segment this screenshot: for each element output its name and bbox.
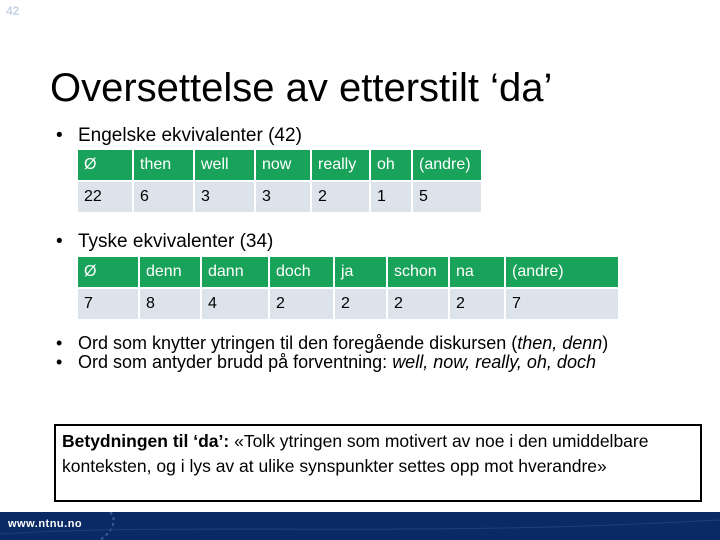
table-cell: 7: [506, 289, 618, 319]
table-header-cell: (andre): [413, 150, 481, 180]
table-header-cell: Ø: [78, 150, 132, 180]
bullet-glyph: •: [56, 231, 63, 252]
definition-label: Betydningen til ‘da’:: [62, 431, 230, 451]
table-header-cell: doch: [270, 257, 333, 287]
table-header-cell: really: [312, 150, 369, 180]
bullet-glyph: •: [56, 125, 63, 146]
definition-box: [54, 424, 702, 502]
table-header-cell: dann: [202, 257, 268, 287]
footer-url[interactable]: www.ntnu.no: [8, 518, 83, 530]
table-header-cell: then: [134, 150, 193, 180]
notes-list: [56, 334, 656, 372]
definition-text: «Tolk ytringen som motivert av noe i den umiddelbare konteksten, og i lys av at ulike synspunkter settes opp mot hverandre»: [62, 431, 649, 476]
table-header-cell: oh: [371, 150, 411, 180]
table-header-cell: well: [195, 150, 254, 180]
bullet-glyph: •: [56, 333, 63, 353]
table-header-row: [78, 257, 618, 287]
table-header-row: [78, 150, 481, 180]
note-italic: well, now, really, oh, doch: [392, 352, 596, 372]
note-italic: then, denn: [517, 333, 603, 353]
footer-bar: [0, 512, 720, 540]
table-cell: 7: [78, 289, 138, 319]
table-header-cell: now: [256, 150, 310, 180]
table-header-cell: (andre): [506, 257, 618, 287]
table-cell: 1: [371, 182, 411, 212]
bullet-english: [56, 125, 302, 147]
table-header-cell: Ø: [78, 257, 138, 287]
note-text: Ord som antyder brudd på forventning:: [78, 352, 393, 372]
list-item: [56, 334, 656, 353]
table-header-cell: schon: [388, 257, 448, 287]
table-cell: 5: [413, 182, 481, 212]
table-cell: 4: [202, 289, 268, 319]
table-cell: 2: [335, 289, 386, 319]
slide-title: Oversettelse av etterstilt ‘da’: [50, 66, 553, 110]
table-cell: 6: [134, 182, 193, 212]
table-cell: 2: [312, 182, 369, 212]
english-equivalents-table: [76, 148, 483, 214]
table-header-cell: ja: [335, 257, 386, 287]
bullet-glyph: •: [56, 352, 63, 372]
table-cell: 2: [270, 289, 333, 319]
table-header-cell: na: [450, 257, 504, 287]
table-cell: 3: [195, 182, 254, 212]
slide-number: 42: [6, 4, 20, 18]
note-end: ): [602, 333, 609, 353]
list-item: [56, 353, 656, 372]
footer-wave-graphic: [0, 512, 720, 540]
table-row: [78, 182, 481, 212]
table-cell: 3: [256, 182, 310, 212]
bullet-german-text: Tyske ekvivalenter (34): [78, 231, 274, 252]
table-header-cell: denn: [140, 257, 200, 287]
bullet-english-text: Engelske ekvivalenter (42): [78, 125, 302, 146]
table-cell: 22: [78, 182, 132, 212]
table-cell: 2: [388, 289, 448, 319]
german-equivalents-table: [76, 255, 620, 321]
table-cell: 8: [140, 289, 200, 319]
table-row: [78, 289, 618, 319]
table-cell: 2: [450, 289, 504, 319]
note-text: Ord som knytter ytringen til den foregående diskursen (: [78, 333, 518, 353]
bullet-german: [56, 231, 273, 253]
